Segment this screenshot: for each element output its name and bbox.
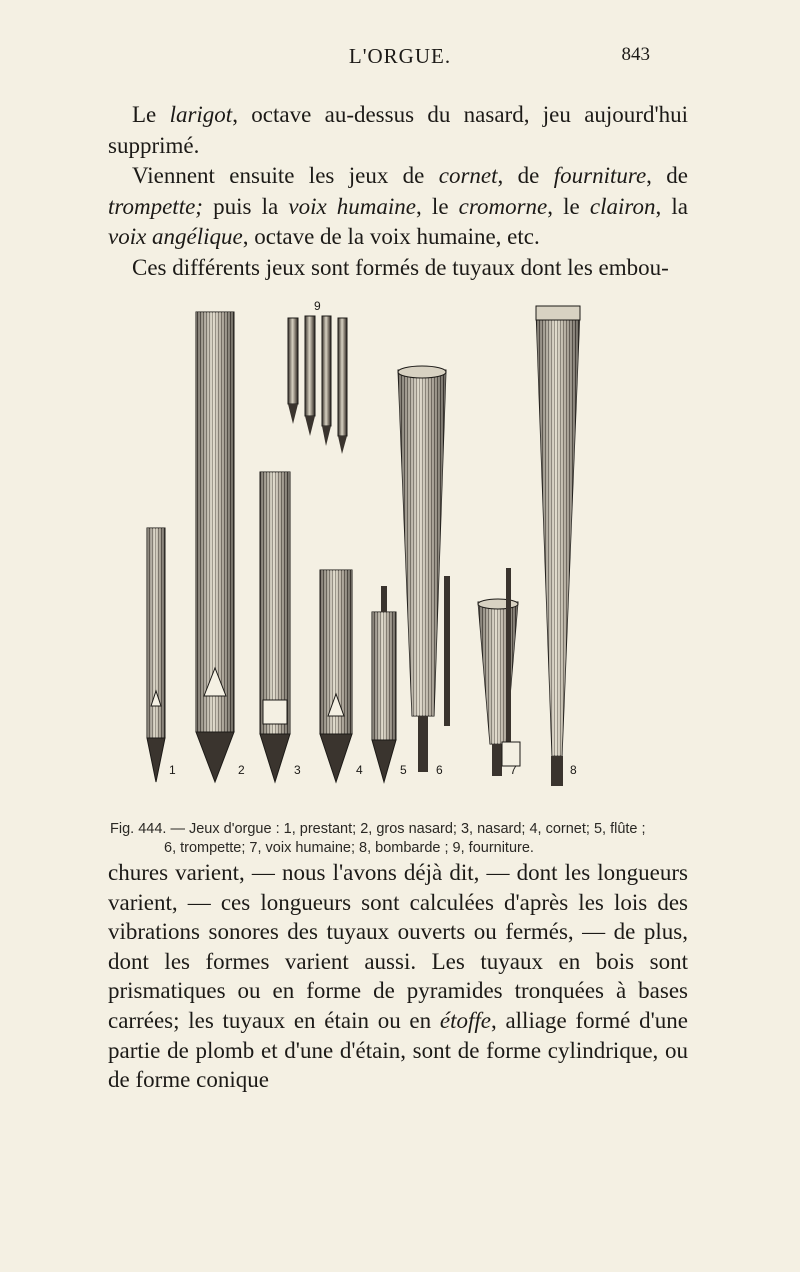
pipe-1-prestant [147, 528, 165, 782]
label-3: 3 [294, 763, 301, 777]
pipe-6-trompette [398, 366, 450, 772]
label-6: 6 [436, 763, 443, 777]
caption-line-2: 6, trompette; 7, voix humaine; 8, bombarde ; 9, fourniture. [164, 840, 534, 856]
paragraph-larigot: Le larigot, octave au-dessus du nasard, jeu aujourd'hui supprimé. [108, 102, 688, 158]
figure-caption [110, 820, 690, 858]
label-4: 4 [356, 763, 363, 777]
pipe-7-voix-humaine [478, 568, 520, 776]
pipe-4-cornet [320, 570, 352, 782]
top-text-block [108, 100, 688, 284]
pipe-8-bombarde [536, 306, 580, 786]
label-8: 8 [570, 763, 577, 777]
caption-line-1: Fig. 444. — Jeux d'orgue : 1, prestant; 2, gros nasard; 3, nasard; 4, cornet; 5, flûte ; [110, 821, 646, 837]
label-7: 7 [510, 763, 517, 777]
label-1: 1 [169, 763, 176, 777]
label-2: 2 [238, 763, 245, 777]
paragraph-viennent: Viennent ensuite les jeux de cornet, de fourniture, de trompette; puis la voix humaine, le cromorne, le clairon, la voix angélique, octave de la voix humaine, etc. [108, 163, 688, 250]
bottom-text-block [108, 858, 688, 1095]
page-number: 843 [621, 44, 650, 65]
running-title: L'ORGUE. [348, 44, 452, 68]
pipe-3-nasard [260, 472, 290, 782]
page-header [0, 44, 800, 74]
pipe-9-fourniture [288, 316, 347, 454]
label-9: 9 [314, 299, 321, 313]
organ-pipes-figure [100, 296, 700, 804]
pipe-5-flute [372, 586, 396, 782]
label-5: 5 [400, 763, 407, 777]
pipe-2-gros-nasard [196, 312, 234, 782]
organ-pipes-illustration [100, 296, 700, 804]
paragraph-ces-differents: Ces différents jeux sont formés de tuyaux dont les embou- [132, 254, 669, 280]
paragraph-chures: chures varient, — nous l'avons déjà dit, — dont les longueurs varient, — ces longueurs sont calculées d'après les lois des vibrations sonores des tuyaux ouverts ou fermés, — de plus, dont les formes varient aussi. Les tuyaux en bois sont prismatiques ou en forme de pyramides tronquées à bases carrées; les tuyaux en étain ou en étoffe, alliage formé d'une partie de plomb et d'une d'étain, sont de forme cylindrique, ou de forme conique [108, 860, 688, 1093]
